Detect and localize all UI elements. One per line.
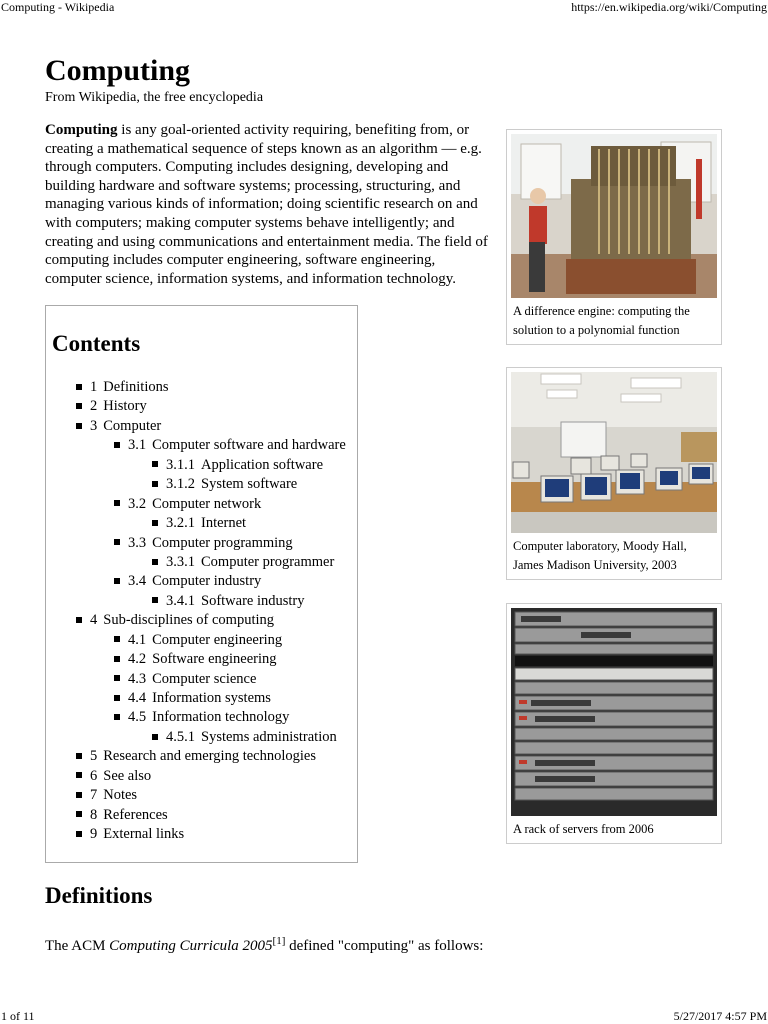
toc-item[interactable] xyxy=(46,708,357,727)
print-footer-page: 1 of 11 xyxy=(1,1009,35,1023)
difference-engine-image[interactable] xyxy=(511,134,717,298)
toc-item[interactable] xyxy=(46,378,357,397)
toc-item-label[interactable]: Computer software and hardware xyxy=(152,437,346,454)
toc-item-label[interactable]: Application software xyxy=(201,456,324,473)
figure-computer-lab xyxy=(506,367,722,580)
toc-item[interactable] xyxy=(46,611,357,630)
toc-item-label[interactable]: References xyxy=(103,806,168,823)
toc-item-number: 2 xyxy=(90,398,98,415)
toc-item-label[interactable]: Research and emerging technologies xyxy=(103,748,316,765)
figure-difference-engine xyxy=(506,129,722,345)
toc-item[interactable] xyxy=(46,670,357,689)
toc-item-label[interactable]: External links xyxy=(103,826,185,843)
toc-item[interactable] xyxy=(46,397,357,416)
toc-item-label[interactable]: Information systems xyxy=(152,690,271,706)
toc-item-label[interactable]: Computer engineering xyxy=(152,631,283,648)
definitions-text-after: defined "computing" as follows: xyxy=(285,938,484,954)
toc-item-number: 6 xyxy=(90,767,98,784)
bullet-icon xyxy=(76,617,82,623)
toc-item-number: 3.1.1 xyxy=(166,456,195,473)
toc-item-number: 4.4 xyxy=(128,690,147,706)
toc-item[interactable] xyxy=(46,436,357,455)
bullet-icon xyxy=(114,636,120,642)
definitions-paragraph xyxy=(45,931,483,956)
toc-item-number: 3 xyxy=(90,417,98,434)
toc-item[interactable] xyxy=(46,553,357,572)
toc-item-label[interactable]: See also xyxy=(103,767,152,784)
figure-caption: Computer laboratory, Moody Hall, James Madison University, 2003 xyxy=(513,539,687,572)
definitions-italic-title: Computing Curricula 2005 xyxy=(109,938,273,954)
toc-item[interactable] xyxy=(46,767,357,786)
bullet-icon xyxy=(152,520,158,526)
figure-server-rack xyxy=(506,603,722,844)
toc-title: Contents xyxy=(52,331,141,356)
bullet-icon xyxy=(114,500,120,506)
section-heading-definitions: Definitions xyxy=(45,883,153,908)
bullet-icon xyxy=(114,442,120,448)
toc-item-label[interactable]: System software xyxy=(201,476,298,493)
bullet-icon xyxy=(76,753,82,759)
bullet-icon xyxy=(76,792,82,798)
bullet-icon xyxy=(114,578,120,584)
toc-item[interactable] xyxy=(46,534,357,553)
bullet-icon xyxy=(152,481,158,487)
toc-item[interactable] xyxy=(46,475,357,494)
server-rack-image[interactable] xyxy=(511,608,717,816)
toc-item-label[interactable]: Computer programmer xyxy=(201,553,335,570)
intro-paragraph xyxy=(45,121,490,288)
toc-item[interactable] xyxy=(46,572,357,591)
toc-item-label[interactable]: Computer science xyxy=(152,670,257,687)
bullet-icon xyxy=(152,461,158,467)
toc-item[interactable] xyxy=(46,417,357,436)
bullet-icon xyxy=(114,656,120,662)
toc-item[interactable] xyxy=(46,650,357,669)
toc-item-number: 1 xyxy=(90,379,98,395)
bullet-icon xyxy=(76,384,82,390)
citation-link[interactable]: [1] xyxy=(272,935,286,947)
bullet-icon xyxy=(152,597,158,603)
bullet-icon xyxy=(152,559,158,565)
toc-item[interactable] xyxy=(46,786,357,805)
toc-item[interactable] xyxy=(46,689,357,708)
toc-item-number: 9 xyxy=(90,826,98,843)
toc-item-number: 4.2 xyxy=(128,651,147,668)
bullet-icon xyxy=(76,831,82,837)
toc-item-label[interactable]: History xyxy=(103,398,147,415)
bullet-icon xyxy=(76,423,82,429)
toc-item-number: 3.4.1 xyxy=(166,592,195,609)
bullet-icon xyxy=(114,714,120,720)
toc-item-label[interactable]: Computer programming xyxy=(152,534,293,551)
toc-item[interactable] xyxy=(46,825,357,844)
toc-item-label[interactable]: Definitions xyxy=(103,379,169,395)
toc-item-label[interactable]: Notes xyxy=(103,787,138,804)
toc-item[interactable] xyxy=(46,631,357,650)
toc-item-number: 8 xyxy=(90,806,98,823)
bullet-icon xyxy=(114,675,120,681)
figure-caption: A rack of servers from 2006 xyxy=(513,822,654,836)
toc-item-label[interactable]: Computer industry xyxy=(152,573,262,590)
toc-item-number: 4.5.1 xyxy=(166,728,195,745)
toc-item-number: 3.2.1 xyxy=(166,515,195,532)
toc-item-label[interactable]: Computer network xyxy=(152,495,262,512)
toc-item-label[interactable]: Internet xyxy=(201,515,247,532)
toc-item-number: 3.1 xyxy=(128,437,147,454)
toc-item-label[interactable]: Information technology xyxy=(152,709,290,726)
toc-item[interactable] xyxy=(46,747,357,766)
bullet-icon xyxy=(76,403,82,409)
bullet-icon xyxy=(76,811,82,817)
toc-item[interactable] xyxy=(46,592,357,611)
definitions-text-before: The ACM xyxy=(45,938,110,954)
toc-item-label[interactable]: Computer xyxy=(103,417,162,434)
bullet-icon xyxy=(114,695,120,701)
page-title: Computing xyxy=(45,54,191,87)
toc-item-number: 4.5 xyxy=(128,709,147,726)
table-of-contents xyxy=(45,305,358,863)
toc-item-number: 4.3 xyxy=(128,670,147,687)
toc-item[interactable] xyxy=(46,728,357,747)
toc-item-number: 3.3.1 xyxy=(166,553,195,570)
bullet-icon xyxy=(152,734,158,740)
toc-item-number: 3.3 xyxy=(128,534,147,551)
toc-item-number: 3.4 xyxy=(128,573,147,590)
tagline: From Wikipedia, the free encyclopedia xyxy=(45,90,264,105)
toc-item-number: 4 xyxy=(90,612,98,629)
bullet-icon xyxy=(76,772,82,778)
figure-caption: A difference engine: computing the solution to a polynomial function xyxy=(513,304,690,337)
toc-item[interactable] xyxy=(46,514,357,533)
toc-item-label[interactable]: Sub-disciplines of computing xyxy=(103,612,275,629)
intro-bold-term: Computing xyxy=(45,122,118,138)
toc-item-label[interactable]: Software industry xyxy=(201,592,305,609)
bullet-icon xyxy=(114,539,120,545)
toc-item-number: 4.1 xyxy=(128,631,147,648)
toc-item[interactable] xyxy=(46,495,357,514)
toc-item-number: 5 xyxy=(90,748,98,765)
toc-item-label[interactable]: Software engineering xyxy=(152,651,277,668)
print-header-title: Computing - Wikipedia xyxy=(1,0,115,14)
print-header-url: https://en.wikipedia.org/wiki/Computing xyxy=(571,0,767,14)
intro-text: is any goal-oriented activity requiring, benefiting from, or creating a mathematical sequence of steps known as an algorithm — e.g. through computers. Computing includes designing, developing and building hardware and software systems; processing, structuring, and managing various kinds of information; doing scientific research on and with computers; making computer systems behave intelligently; and creating and using communications and entertainment media. The field of computing includes computer engineering, software engineering, computer science, information systems, and information technology. xyxy=(45,122,488,287)
computer-lab-image[interactable] xyxy=(511,372,717,533)
toc-item[interactable] xyxy=(46,456,357,475)
toc-item-label[interactable]: Systems administration xyxy=(201,728,337,745)
toc-item-number: 3.1.2 xyxy=(166,476,195,493)
toc-list xyxy=(46,378,357,845)
print-footer-date: 5/27/2017 4:57 PM xyxy=(673,1009,767,1023)
toc-item-number: 3.2 xyxy=(128,495,147,512)
toc-item-number: 7 xyxy=(90,787,98,804)
toc-item[interactable] xyxy=(46,806,357,825)
